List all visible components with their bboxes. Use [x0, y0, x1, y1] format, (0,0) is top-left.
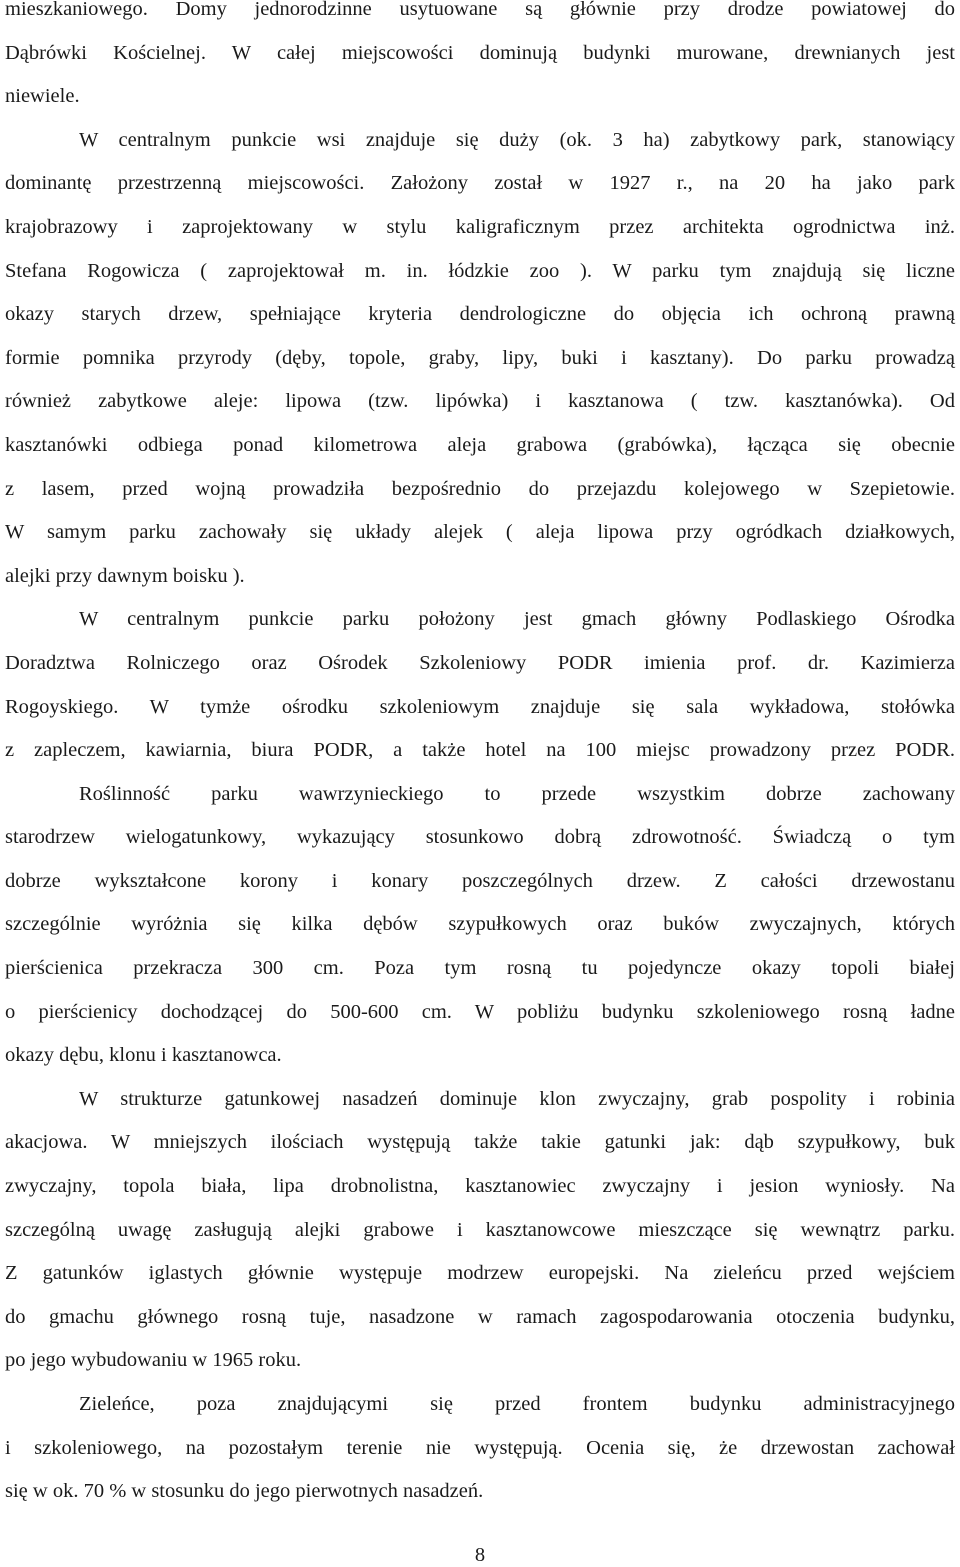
text-line: W centralnym punkcie wsi znajduje się duży (ok. 3 ha) zabytkowy park, stanowiący — [79, 128, 955, 151]
text-line: Zieleńce, poza znajdującymi się przed frontem budynku administracyjnego — [79, 1393, 955, 1415]
text-line: kasztanówki odbiega ponad kilometrowa aleja grabowa (grabówka), łącząca się obecnie — [5, 433, 955, 456]
text-line: W centralnym punkcie parku położony jest gmach główny Podlaskiego Ośrodka — [79, 608, 955, 631]
page-number: 8 — [474, 1544, 486, 1566]
text-line: dobrze wykształcone korony i konary poszczególnych drzew. Z całości drzewostanu — [5, 869, 955, 892]
paragraph — [5, 773, 955, 1078]
text-line: W strukturze gatunkowej nasadzeń dominuje klon zwyczajny, grab pospolity i robinia — [79, 1087, 955, 1110]
text-line: szczególną uwagę zasługują alejki grabowe i kasztanowcowe mieszczące się wewnątrz parku. — [5, 1218, 955, 1241]
text-line: Dąbrówki Kościelnej. W całej miejscowości dominują budynki murowane, drewnianych jest — [5, 41, 955, 64]
text-line: mieszkaniowego. Domy jednorodzinne usytuowane są głównie przy drodze powiatowej do — [5, 0, 955, 20]
text-line: niewiele. — [5, 85, 80, 108]
text-line: formie pomnika przyrody (dęby, topole, graby, lipy, buki i kasztany). Do parku prowadzą — [5, 346, 955, 369]
text-line: Doradztwa Rolniczego oraz Ośrodek Szkoleniowy PODR imienia prof. dr. Kazimierza — [5, 651, 955, 674]
text-line: okazy starych drzew, spełniające kryteria dendrologiczne do objęcia ich ochroną prawną — [5, 303, 955, 326]
text-line: z lasem, przed wojną prowadziła bezpośrednio do przejazdu kolejowego w Szepietowie. — [5, 477, 955, 500]
paragraph — [5, 1383, 955, 1514]
document-page — [5, 0, 955, 1514]
text-line: W samym parku zachowały się układy alejek ( aleja lipowa przy ogródkach działkowych, — [5, 521, 955, 544]
text-line: Rogoyskiego. W tymże ośrodku szkoleniowym znajduje się sala wykładowa, stołówka — [5, 695, 955, 718]
paragraph — [5, 598, 955, 772]
text-line: Stefana Rogowicza ( zaprojektował m. in. łódzkie zoo ). W parku tym znajdują się liczne — [5, 259, 955, 282]
paragraph — [5, 0, 955, 119]
text-line: z zapleczem, kawiarnia, biura PODR, a także hotel na 100 miejsc prowadzony przez PODR. — [5, 739, 955, 762]
text-line: i szkoleniowego, na pozostałym terenie nie występują. Ocenia się, że drzewostan zachował — [5, 1436, 955, 1459]
text-line: po jego wybudowaniu w 1965 roku. — [5, 1349, 302, 1372]
text-line: alejki przy dawnym boisku ). — [5, 564, 245, 587]
text-line: okazy dębu, klonu i kasztanowca. — [5, 1044, 282, 1067]
text-line: Z gatunków iglastych głównie występuje modrzew europejski. Na zieleńcu przed wejściem — [5, 1262, 955, 1285]
text-line: krajobrazowy i zaprojektowany w stylu kaligraficznym przez architekta ogrodnictwa inż. — [5, 215, 955, 238]
text-line: dominantę przestrzenną miejscowości. Założony został w 1927 r., na 20 ha jako park — [5, 172, 955, 195]
text-line: się w ok. 70 % w stosunku do jego pierwotnych nasadzeń. — [5, 1480, 484, 1503]
paragraph — [5, 119, 955, 599]
text-line: pierścienica przekracza 300 cm. Poza tym rosną tu pojedyncze okazy topoli białej — [5, 957, 955, 980]
text-line: do gmachu głównego rosną tuje, nasadzone w ramach zagospodarowania otoczenia budynku, — [5, 1305, 955, 1328]
text-line: również zabytkowe aleje: lipowa (tzw. lipówka) i kasztanowa ( tzw. kasztanówka). Od — [5, 390, 955, 413]
text-line: Roślinność parku wawrzynieckiego to przede wszystkim dobrze zachowany — [79, 782, 955, 805]
text-line: starodrzew wielogatunkowy, wykazujący stosunkowo dobrą zdrowotność. Świadczą o tym — [5, 826, 955, 849]
text-line: akacjowa. W mniejszych ilościach występują także takie gatunki jak: dąb szypułkowy, buk — [5, 1131, 955, 1154]
text-line: szczególnie wyróżnia się kilka dębów szypułkowych oraz buków zwyczajnych, których — [5, 913, 955, 936]
text-line: o pierścienicy dochodzącej do 500-600 cm. W pobliżu budynku szkoleniowego rosną ładne — [5, 1000, 955, 1023]
text-line: zwyczajny, topola biała, lipa drobnolistna, kasztanowiec zwyczajny i jesion wyniosły. Na — [5, 1175, 955, 1198]
paragraph — [5, 1078, 955, 1383]
